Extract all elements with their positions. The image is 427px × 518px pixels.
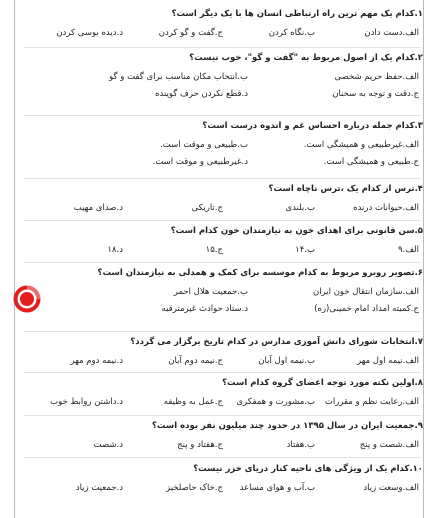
question-6-options-row1 xyxy=(20,287,423,298)
question-5-text: ۵.سن قانونی برای اهدای خون به نیازمندان خون کدام است؟ xyxy=(170,226,423,236)
q9-option-a[interactable]: الف.شصت و پنج xyxy=(359,440,419,450)
q1-option-b[interactable]: ب.نگاه کردن xyxy=(268,28,315,38)
divider xyxy=(24,457,421,458)
q5-option-d[interactable]: د.۱۸ xyxy=(107,245,123,255)
q3-option-c[interactable]: ج.طبیعی و همیشگی است. xyxy=(323,157,419,167)
q7-option-b[interactable]: ب.نیمه اول آبان xyxy=(258,356,315,366)
q2-option-d[interactable]: د.قطع نکردن حرف گوینده xyxy=(155,89,248,99)
question-7 xyxy=(20,337,423,367)
question-7-options xyxy=(20,356,423,367)
q9-option-c[interactable]: ج.هفتاد و پنج xyxy=(177,440,223,450)
q10-option-a[interactable]: الف.وسعت زیاد xyxy=(363,483,419,493)
q7-option-d[interactable]: د.نیمه دوم مهر xyxy=(70,356,123,366)
question-9-text: ۹.جمعیت ایران در سال ۱۳۹۵ در حدود چند میلیون نفر بوده است؟ xyxy=(152,421,423,431)
q1-option-d[interactable]: د.دیده بوسی کردن xyxy=(56,28,123,38)
q3-option-a[interactable]: الف.غیرطبیعی و همیشگی است. xyxy=(303,140,419,150)
q2-option-b[interactable]: ب.انتخاب مکان مناسب برای گفت و گو xyxy=(109,72,248,82)
q8-option-d[interactable]: د.داشتن روابط خوب xyxy=(50,397,123,407)
question-10-text: ۱۰.کدام یک از ویژگی های ناحیه کنار دریای خزر نیست؟ xyxy=(193,464,423,474)
q5-option-c[interactable]: ج.۱۵ xyxy=(205,245,223,255)
question-3-options-row2 xyxy=(20,157,423,168)
divider xyxy=(24,262,421,263)
q6-option-a[interactable]: الف.سازمان انتقال خون ایران xyxy=(312,287,419,297)
question-4 xyxy=(20,184,423,214)
q9-option-d[interactable]: د.شصت xyxy=(93,440,123,450)
q8-option-c[interactable]: ج.عمل به وظیفه xyxy=(163,397,223,407)
question-5-options xyxy=(20,245,423,256)
q8-option-a[interactable]: الف.رعایت نظم و مقررات xyxy=(324,397,419,407)
q6-option-d[interactable]: د.ستاد حوادث غیرمترقبه xyxy=(161,304,248,314)
question-3-text: ۳.کدام جمله درباره احساس غم و اندوه درست است؟ xyxy=(202,121,423,131)
question-6-options-row2 xyxy=(20,304,423,315)
q4-option-b[interactable]: ب.بلندی xyxy=(285,203,315,213)
q8-option-b[interactable]: ب.مشورت و همفکری xyxy=(236,397,315,407)
question-2-text: ۲.کدام یک از اصول مربوط به "گفت و گو"، خوب نیست؟ xyxy=(189,53,423,63)
question-1-options xyxy=(20,28,423,39)
q6-option-b[interactable]: ب.جمعیت هلال احمر xyxy=(173,287,248,297)
question-1 xyxy=(20,9,423,39)
divider xyxy=(24,372,421,373)
question-2-options-row1 xyxy=(20,72,423,83)
q9-option-b[interactable]: ب.هفتاد xyxy=(286,440,315,450)
divider xyxy=(24,415,421,416)
q7-option-c[interactable]: ج.نیمه دوم آبان xyxy=(168,356,223,366)
question-2 xyxy=(20,53,423,100)
red-circle-logo-icon xyxy=(12,284,42,314)
question-10-options xyxy=(20,483,423,494)
question-8-text: ۸.اولین نکته مورد توجه اعضای گروه کدام است؟ xyxy=(222,378,423,388)
question-3 xyxy=(20,121,423,168)
q3-option-d[interactable]: د.غیرطبیعی و موقت است. xyxy=(152,157,248,167)
question-6 xyxy=(20,268,423,315)
question-5 xyxy=(20,226,423,256)
q10-option-c[interactable]: ج.خاک حاصلخیز xyxy=(166,483,223,493)
divider xyxy=(24,220,421,221)
q5-option-a[interactable]: الف.۹ xyxy=(397,245,419,255)
q2-option-c[interactable]: ج.دقت و توجه به سخنان xyxy=(332,89,419,99)
q1-option-a[interactable]: الف.دست دادن xyxy=(364,28,419,38)
question-2-options-row2 xyxy=(20,89,423,100)
q10-option-d[interactable]: د.جمعیت زیاد xyxy=(75,483,123,493)
question-6-text: ۶.تصویر روبرو مربوط به کدام موسسه برای کمک و همدلی به نیازمندان است؟ xyxy=(97,268,423,278)
q4-option-c[interactable]: ج.تاریکی xyxy=(191,203,223,213)
q5-option-b[interactable]: ب.۱۴ xyxy=(295,245,315,255)
question-4-options xyxy=(20,203,423,214)
question-1-text: ۱.کدام یک مهم ترین راه ارتباطی انسان ها با یک دیگر است؟ xyxy=(171,9,423,19)
divider xyxy=(24,47,421,48)
q10-option-b[interactable]: ب.آب و هوای مساعد xyxy=(239,483,315,493)
question-3-options-row1 xyxy=(20,140,423,151)
q4-option-a[interactable]: الف.حیوانات درنده xyxy=(353,203,419,213)
question-9-options xyxy=(20,440,423,451)
q6-option-c[interactable]: ج.کمیته امداد امام خمینی(ره) xyxy=(314,304,419,314)
question-10 xyxy=(20,464,423,494)
q3-option-b[interactable]: ب.طبیعی و موقت است. xyxy=(160,140,248,150)
q7-option-a[interactable]: الف.نیمه اول مهر xyxy=(356,356,419,366)
q2-option-a[interactable]: الف.حفظ حریم شخصی xyxy=(334,72,419,82)
question-8 xyxy=(20,378,423,408)
q1-option-c[interactable]: ج.گفت و گو کردن xyxy=(158,28,223,38)
divider xyxy=(24,331,421,332)
question-4-text: ۴.ترس از کدام یک ،ترس ناچاه است؟ xyxy=(268,184,423,194)
q4-option-d[interactable]: د.صدای مهیب xyxy=(73,203,123,213)
divider xyxy=(24,178,421,179)
question-7-text: ۷.انتخابات شورای دانش آموزی مدارس در کدام تاریخ برگزار می گردد؟ xyxy=(130,337,423,347)
divider xyxy=(24,115,421,116)
question-8-options xyxy=(20,397,423,408)
question-9 xyxy=(20,421,423,451)
